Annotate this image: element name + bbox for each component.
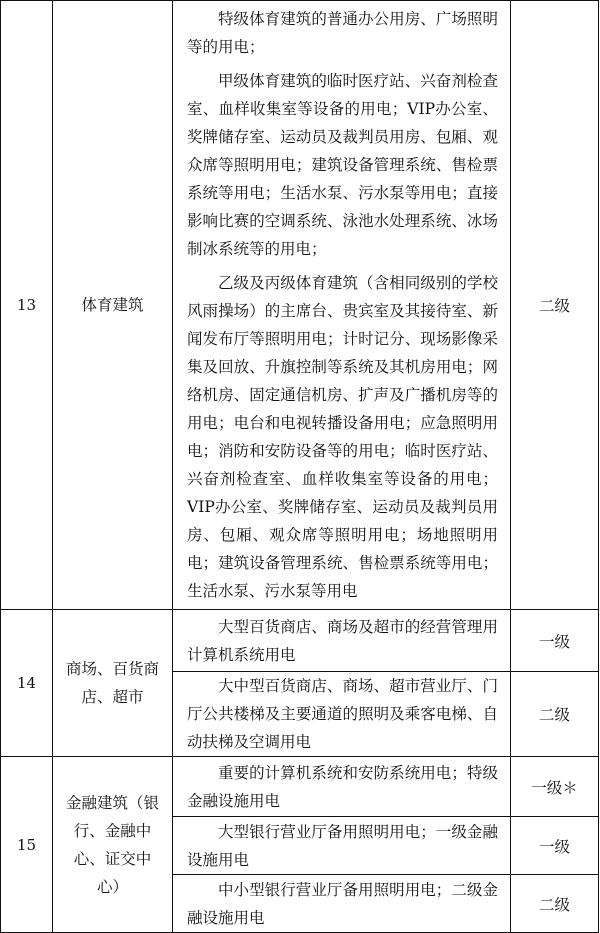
load-description: [173, 610, 511, 672]
building-category: 商场、百货商店、超市: [53, 610, 173, 757]
load-description: [173, 672, 511, 757]
load-grade: 一级: [511, 817, 599, 875]
load-grade: 一级: [511, 610, 599, 672]
description-paragraph: 大型百货商店、商场及超市的经营管理用计算机系统用电: [187, 617, 498, 664]
load-grade: 二级: [511, 1, 599, 610]
load-description: [173, 757, 511, 817]
load-description: [173, 875, 511, 933]
description-paragraph: 大中型百货商店、商场、超市营业厅、门厅公共楼梯及主要通道的照明及乘客电梯、自动扶梯及空调用电: [187, 677, 498, 751]
description-paragraph: 重要的计算机系统和安防系统用电；特级金融设施用电: [187, 763, 498, 810]
table-row: [1, 1, 599, 610]
load-grade: 二级: [511, 875, 599, 933]
load-description: [173, 1, 511, 610]
description-paragraph: 大型银行营业厅备用照明用电；一级金融设施用电: [187, 822, 498, 869]
table-row: [1, 757, 599, 817]
row-number: 15: [1, 757, 53, 933]
load-grade: 二级: [511, 672, 599, 757]
building-category: 金融建筑（银行、金融中心、证交中心）: [53, 757, 173, 933]
row-number: 13: [1, 1, 53, 610]
table-row: [1, 610, 599, 672]
description-paragraph: 中小型银行营业厅备用照明用电；二级金融设施用电: [187, 880, 498, 927]
description-paragraph: 特级体育建筑的普通办公用房、广场照明等的用电；: [187, 10, 498, 56]
description-paragraph: 甲级体育建筑的临时医疗站、兴奋剂检查室、血样收集室等设备的用电；VIP办公室、奖牌储存室、运动员及裁判员用房、包厢、观众席等照明用电；建筑设备管理系统、售检票系统等用电；生活水泵、污水泵等用电；直接影响比赛的空调系统、泳池水处理系统、冰场制冰系统等的用电；: [187, 72, 498, 258]
building-category: 体育建筑: [53, 1, 173, 610]
row-number: 14: [1, 610, 53, 757]
description-paragraph: 乙级及丙级体育建筑（含相同级别的学校风雨操场）的主席台、贵宾室及其接待室、新闻发布厅等照明用电；计时记分、现场影像采集及回放、升旗控制等系统及其机房用电；网络机房、固定通信机房、扩声及广播机房等的用电；电台和电视转播设备用电；应急照明用电；消防和安防设备等的用电；临时医疗站、兴奋剂检查室、血样收集室等设备的用电；VIP办公室、奖牌储存室、运动员及裁判员用房、包厢、观众席等照明用电；场地照明用电；建筑设备管理系统、售检票系统等用电；生活水泵、污水泵等用电: [187, 274, 498, 600]
load-description: [173, 817, 511, 875]
load-grade: 一级＊: [511, 757, 599, 817]
